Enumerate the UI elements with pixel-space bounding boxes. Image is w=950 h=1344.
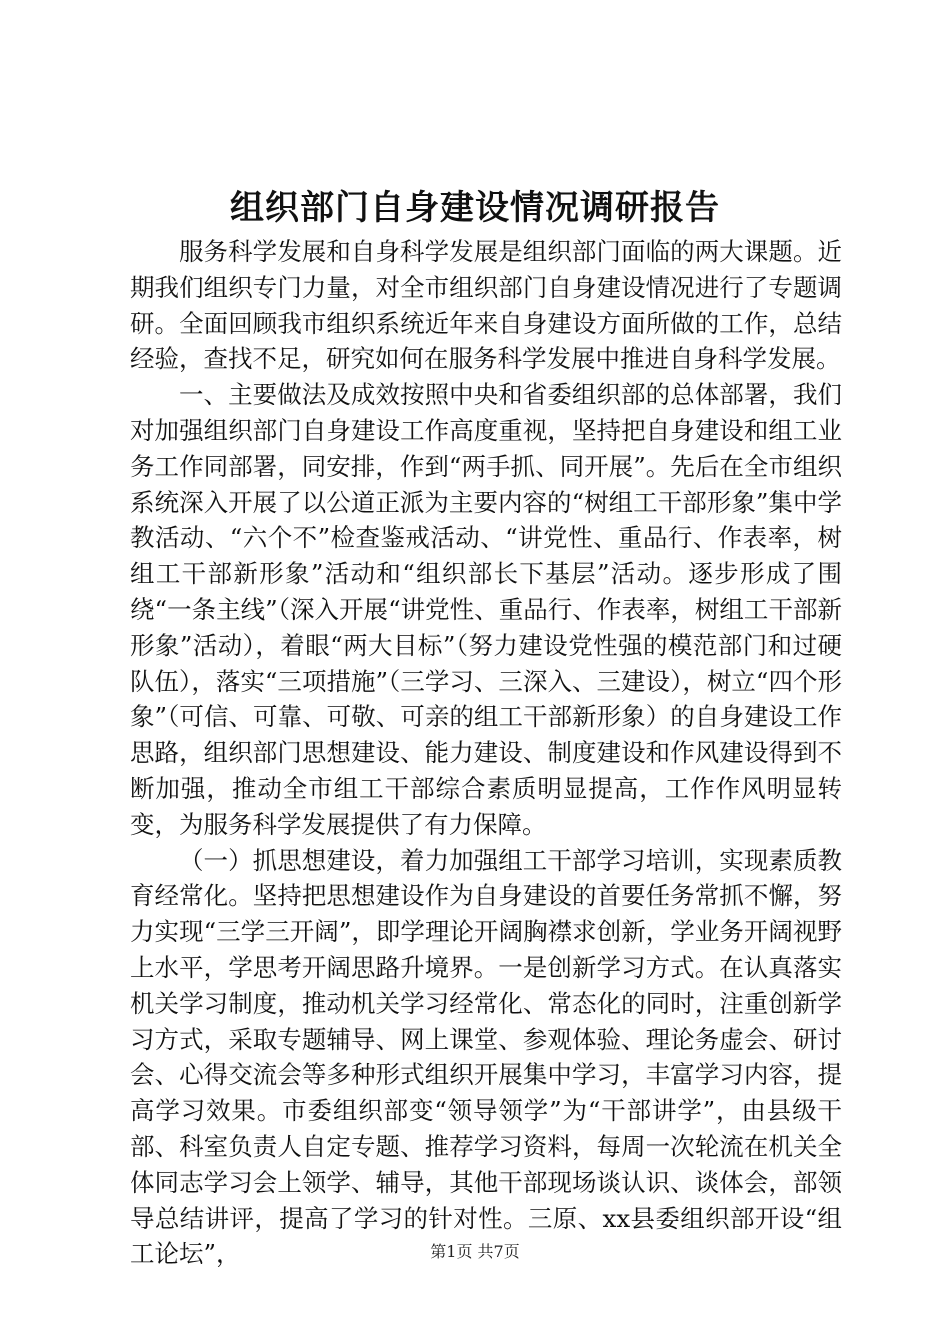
page-number-footer: 第1页 共7页	[430, 1242, 520, 1261]
paragraph-section-one: 一、主要做法及成效按照中央和省委组织部的总体部署，我们对加强组织部门自身建设工作高度重视，坚持把自身建设和组工业务工作同部署，同安排，作到“两手抓、同开展”。先后在全市组织系统深入开展了以公道正派为主要内容的“树组工干部形象”集中学教活动、“六个不”检查鉴戒活动、“讲党性、重品行、作表率，树组工干部新形象”活动和“组织部长下基层”活动。逐步形成了围绕“一条主线”（深入开展“讲党性、重品行、作表率，树组工干部新形象”活动），着眼“两大目标”（努力建设党性强的模范部门和过硬队伍），落实“三项措施”（三学习、三深入、三建设），树立“四个形象”（可信、可靠、可敬、可亲的组工干部新形象）的自身建设工作思路，组织部门思想建设、能力建设、制度建设和作风建设得到不断加强，推动全市组工干部综合素质明显提高，工作作风明显转变，为服务科学发展提供了有力保障。	[130, 380, 842, 839]
document-title: 组织部门自身建设情况调研报告	[230, 188, 720, 228]
paragraph-intro: 服务科学发展和自身科学发展是组织部门面临的两大课题。近期我们组织专门力量，对全市组织部门自身建设情况进行了专题调研。全面回顾我市组织系统近年来自身建设方面所做的工作，总结经验，查找不足，研究如何在服务科学发展中推进自身科学发展。	[130, 237, 842, 374]
paragraph-subsection-one: （一）抓思想建设，着力加强组工干部学习培训，实现素质教育经常化。坚持把思想建设作为自身建设的首要任务常抓不懈，努力实现“三学三开阔”，即学理论开阔胸襟求创新，学业务开阔视野上水平，学思考开阔思路升境界。一是创新学习方式。在认真落实机关学习制度，推动机关学习经常化、常态化的同时，注重创新学习方式，采取专题辅导、网上课堂、参观体验、理论务虚会、研讨会、心得交流会等多种形式组织开展集中学习，丰富学习内容，提高学习效果。市委组织部变“领导领学”为“干部讲学”，由县级干部、科室负责人自定专题、推荐学习资料，每周一次轮流在机关全体同志学习会上领学、辅导，其他干部现场谈认识、谈体会，部领导总结讲评，提高了学习的针对性。三原、xx县委组织部开设“组工论坛”，	[130, 845, 842, 1269]
document-body	[130, 234, 842, 1272]
